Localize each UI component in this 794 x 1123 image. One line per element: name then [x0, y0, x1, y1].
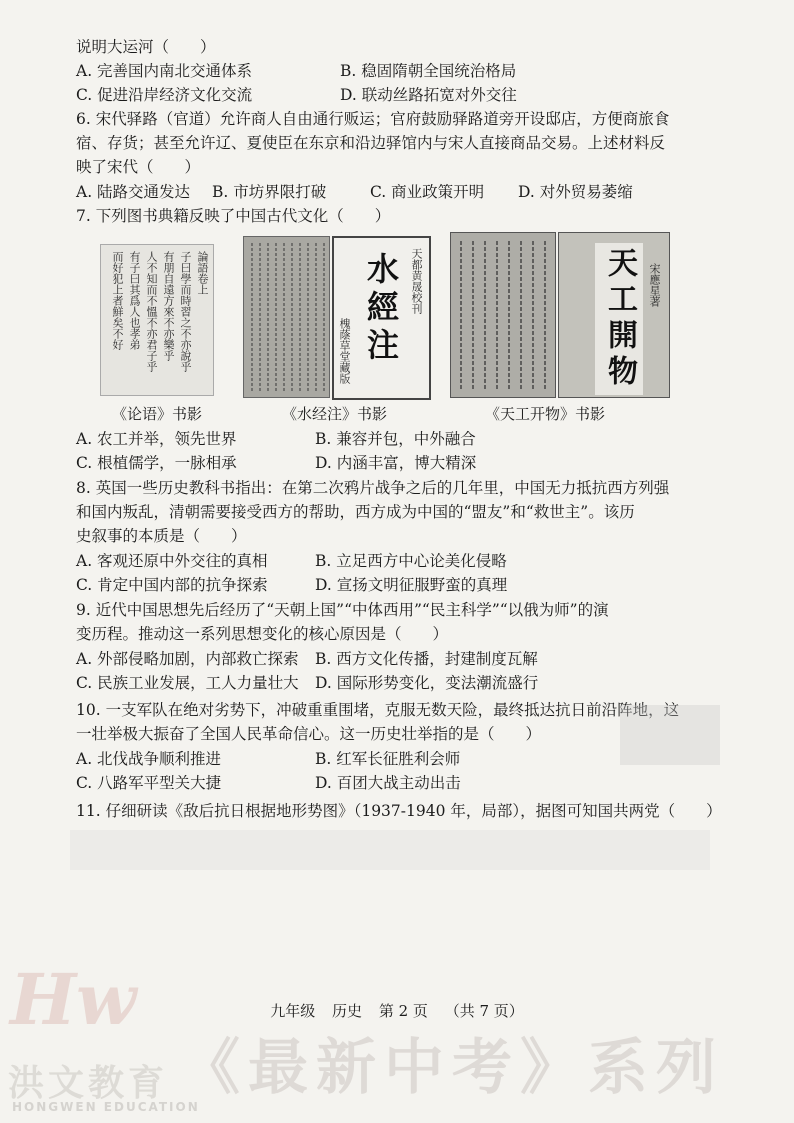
- q9-stem-line-2: 变历程。推动这一系列思想变化的核心原因是（ ）: [76, 625, 449, 643]
- q11-stem: 11. 仔细研读《敌后抗日根据地形势图》（1937-1940 年，局部），据图可知国共两党（ ）: [76, 802, 722, 820]
- lunyu-col-4: 人不知而不慍不亦君子乎: [145, 251, 158, 372]
- q8-option-c: C. 肯定中国内部的抗争探索: [76, 576, 268, 594]
- q5-option-a: A. 完善国内南北交通体系: [76, 62, 253, 80]
- q7-option-d: D. 内涵丰富，博大精深: [315, 454, 477, 472]
- footer-page: 第 2 页: [378, 1002, 428, 1020]
- footer-total: （共 7 页）: [444, 1002, 524, 1020]
- q6-option-c: C. 商业政策开明: [370, 183, 485, 201]
- q8-option-b: B. 立足西方中心论美化侵略: [315, 552, 507, 570]
- q7-option-b: B. 兼容并包，中外融合: [315, 430, 476, 448]
- q5-option-b: B. 稳固隋朝全国统治格局: [340, 62, 517, 80]
- q6-option-b: B. 市坊界限打破: [212, 183, 327, 201]
- scan-bleed-shade: [620, 705, 720, 765]
- q7-option-c: C. 根植儒学，一脉相承: [76, 454, 237, 472]
- q9-option-d: D. 国际形势变化，变法潮流盛行: [315, 674, 539, 692]
- lunyu-col-3: 有朋自遠方來不亦樂乎: [162, 251, 175, 361]
- q10-option-a: A. 北伐战争顺利推进: [76, 750, 222, 768]
- q6-stem-line-1: 6. 宋代驿路（官道）允许商人自由通行贩运；官府鼓励驿路道旁开设邸店，方便商旅食: [76, 110, 670, 128]
- shuijingzhu-cover-title: 水經注: [362, 252, 400, 366]
- footer-grade: 九年级: [270, 1002, 316, 1020]
- series-watermark: 《最新中考》系列: [180, 1033, 724, 1103]
- brand-watermark: 洪文教育: [8, 1063, 169, 1104]
- q8-stem-line-2: 和国内叛乱，清朝需要接受西方的帮助，西方成为中国的“盟友”和“救世主”。该历: [76, 503, 635, 521]
- q5-option-d: D. 联动丝路拓宽对外交往: [340, 86, 517, 104]
- page-footer: [0, 1000, 794, 1021]
- q9-option-c: C. 民族工业发展，工人力量壮大: [76, 674, 299, 692]
- dense-text-texture-2: [451, 233, 555, 397]
- q10-option-b: B. 红军长征胜利会师: [315, 750, 461, 768]
- q7-option-a: A. 农工并举，领先世界: [76, 430, 237, 448]
- q8-option-d: D. 宣扬文明征服野蛮的真理: [315, 576, 508, 594]
- tiangongkaiwu-caption: 《天工开物》书影: [485, 405, 606, 423]
- shuijingzhu-cover-side-2: 槐蔭草堂藏版: [338, 318, 351, 384]
- shuijingzhu-text-page-image: [243, 236, 330, 398]
- scan-bleed-band: [70, 830, 710, 870]
- tiangongkaiwu-cover-title: 天工開物: [595, 243, 643, 395]
- q6-option-a: A. 陆路交通发达: [76, 183, 191, 201]
- q9-option-b: B. 西方文化传播，封建制度瓦解: [315, 650, 538, 668]
- q9-option-a: A. 外部侵略加剧，内部救亡探索: [76, 650, 299, 668]
- q10-stem-line-2: 一壮举极大振奋了全国人民革命信心。这一历史壮举指的是（ ）: [76, 725, 542, 743]
- shuijingzhu-caption: 《水经注》书影: [282, 405, 388, 423]
- q10-option-d: D. 百团大战主动出击: [315, 774, 461, 792]
- q6-option-d: D. 对外贸易萎缩: [518, 183, 633, 201]
- q8-option-a: A. 客观还原中外交往的真相: [76, 552, 268, 570]
- lunyu-col-1: 論語卷上: [196, 251, 209, 295]
- brand-watermark-en: HONGWEN EDUCATION: [12, 1100, 200, 1114]
- dense-text-texture: [244, 237, 329, 397]
- q5-stem-tail: 说明大运河（ ）: [76, 38, 216, 56]
- q6-stem-line-3: 映了宋代（ ）: [76, 158, 201, 176]
- q8-stem-line-1: 8. 英国一些历史教科书指出：在第二次鸦片战争之后的几年里，中国无力抵抗西方列强: [76, 479, 670, 497]
- shuijingzhu-cover-image: [332, 236, 431, 400]
- lunyu-col-2: 子曰學而時習之不亦說乎: [179, 251, 192, 372]
- lunyu-caption: 《论语》书影: [112, 405, 203, 423]
- q7-figure-strip: [100, 232, 670, 402]
- lunyu-col-6: 而好犯上者鮮矣不好: [111, 251, 124, 350]
- q10-option-c: C. 八路军平型关大捷: [76, 774, 222, 792]
- q5-option-c: C. 促进沿岸经济文化交流: [76, 86, 253, 104]
- q6-stem-line-2: 宿、存货；甚至允许辽、夏使臣在东京和沿边驿馆内与宋人直接商品交易。上述材料反: [76, 134, 666, 152]
- tiangongkaiwu-cover-side: 宋應星著: [648, 263, 661, 307]
- hongwen-logo-mark: Hw: [10, 958, 137, 1041]
- q7-stem: 7. 下列图书典籍反映了中国古代文化（ ）: [76, 207, 391, 225]
- q9-stem-line-1: 9. 近代中国思想先后经历了“天朝上国”“中体西用”“民主科学”“以俄为师”的演: [76, 601, 609, 619]
- tiangongkaiwu-text-page-image: [450, 232, 556, 398]
- lunyu-col-5: 有子曰其爲人也孝弟: [128, 251, 141, 350]
- tiangongkaiwu-cover-image: [558, 232, 670, 398]
- q8-stem-line-3: 史叙事的本质是（ ）: [76, 527, 247, 545]
- lunyu-book-image: [100, 244, 214, 396]
- q10-stem-line-1: 10. 一支军队在绝对劣势下，冲破重重围堵，克服无数天险，最终抵达抗日前沿阵地，这: [76, 701, 680, 719]
- footer-subject: 历史: [332, 1002, 363, 1020]
- shuijingzhu-cover-side-1: 天都黄晟校刊: [410, 248, 423, 314]
